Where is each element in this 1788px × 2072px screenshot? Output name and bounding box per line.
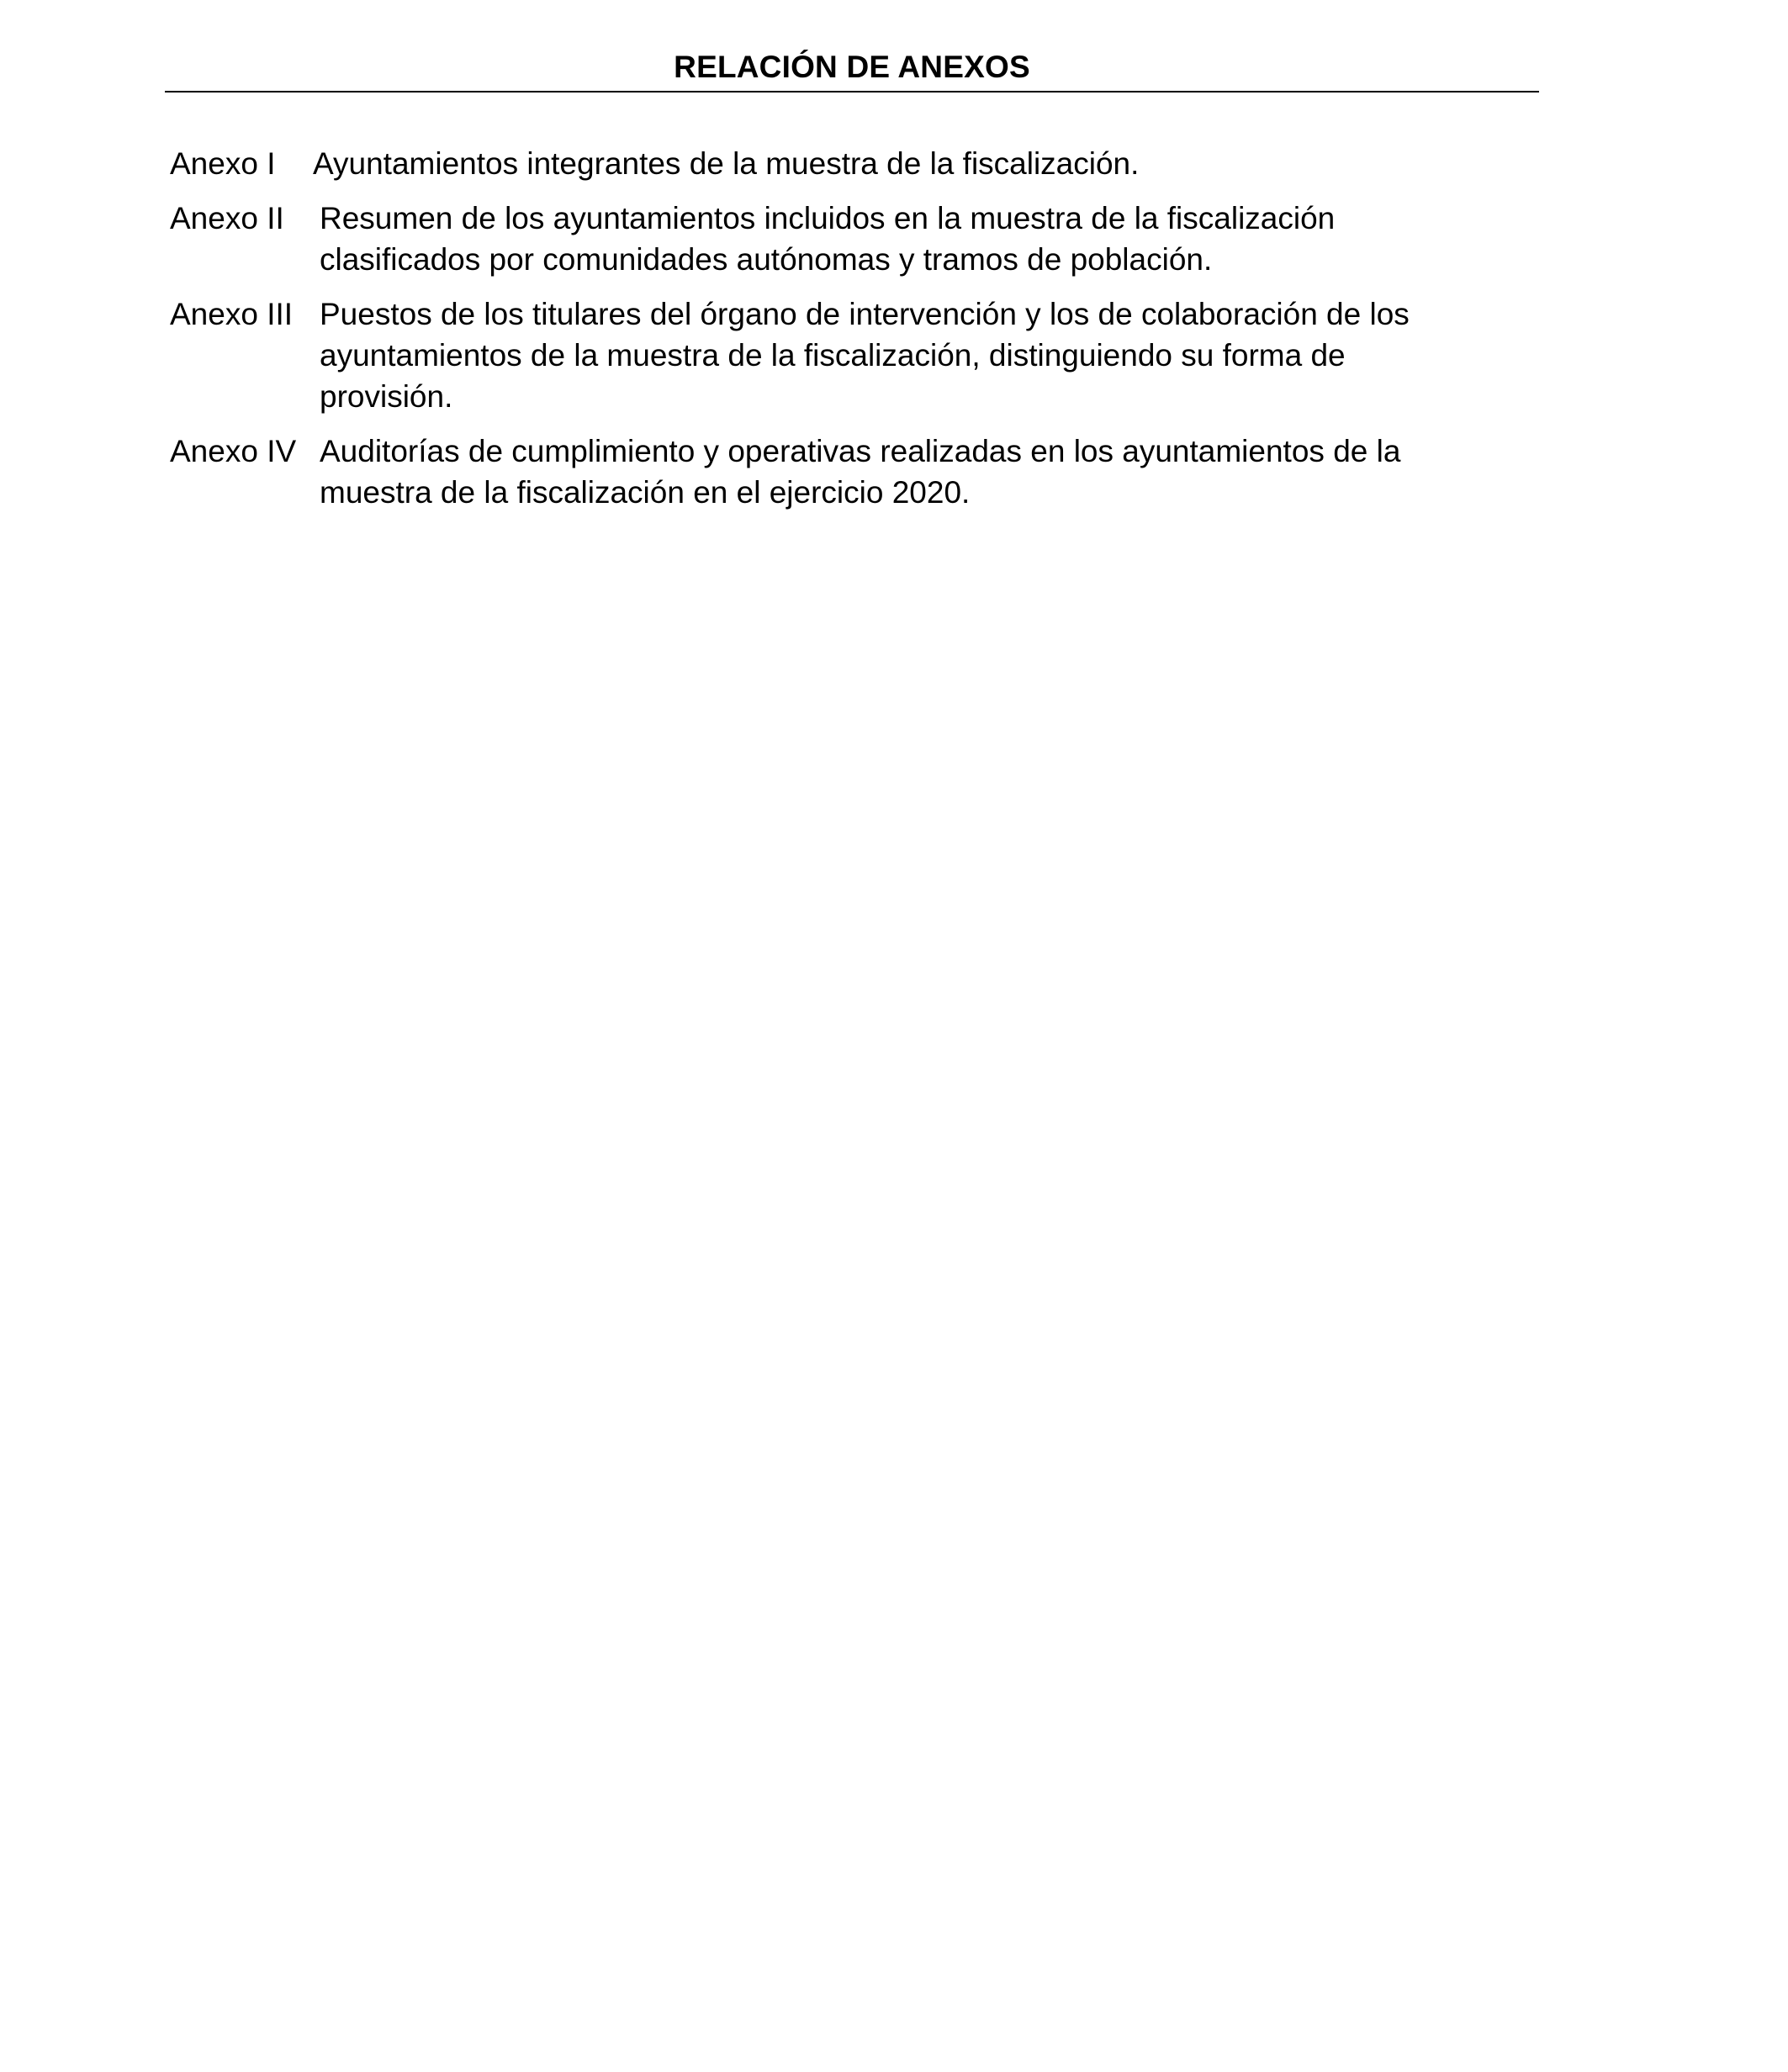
annex-description: Resumen de los ayuntamientos incluidos en la muestra de la fiscalización clasificados por comunidades autónomas y tramos de población. [320,201,1336,277]
page-header [165,44,1539,92]
annex-label: Anexo III [170,297,294,331]
annex-description: Auditorías de cumplimiento y operativas realizadas en los ayuntamientos de la muestra de la fiscalización en el ejercicio 2020. [320,434,1401,510]
annex-list [170,143,1482,526]
page-title: RELACIÓN DE ANEXOS [674,50,1030,84]
annex-item-3 [170,293,1482,417]
annex-description: Puestos de los titulares del órgano de intervención y los de colaboración de los ayuntamientos de la muestra de la fiscalización, distinguiendo su forma de provisión. [320,297,1410,414]
annex-item-1 [170,143,1482,184]
annex-description: Ayuntamientos integrantes de la muestra de la fiscalización. [313,146,1140,181]
annex-label: Anexo I [170,146,276,181]
annex-label: Anexo II [170,201,284,235]
annex-item-4 [170,431,1482,513]
annex-label: Anexo IV [170,434,297,468]
annex-item-2 [170,198,1482,280]
